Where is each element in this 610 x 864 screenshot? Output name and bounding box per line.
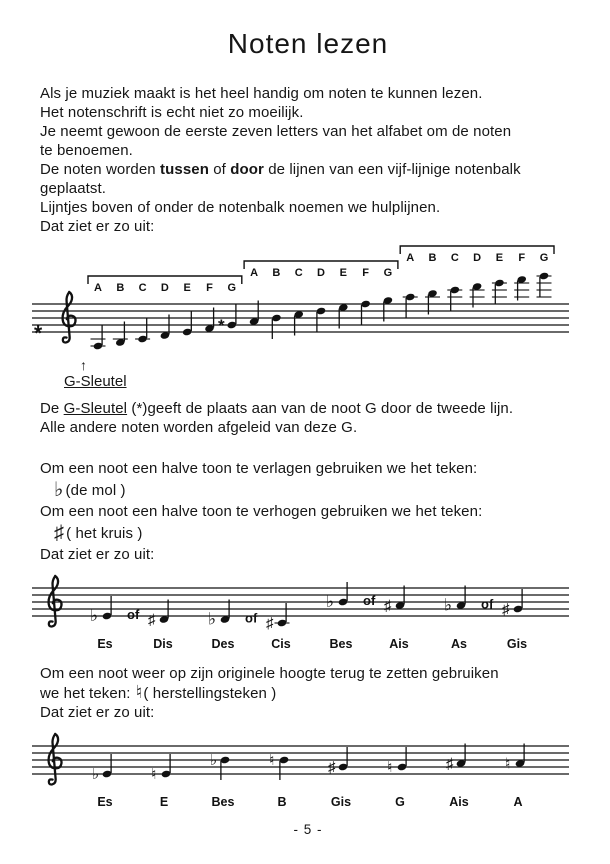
svg-text:E: E: [159, 795, 169, 809]
staff-svg: [32, 238, 569, 358]
up-arrow-icon: ↑: [80, 357, 87, 373]
gsleutel-caption: [64, 358, 576, 389]
svg-text:*: *: [218, 316, 225, 335]
text-segment: of: [208, 161, 231, 178]
text-line: Dat ziet er zo uit:: [40, 704, 155, 721]
svg-text:D: D: [473, 252, 482, 264]
text-segment: (*)geeft de plaats aan van de noot G door de tweede lijn.: [127, 400, 514, 417]
text-line: [40, 683, 576, 703]
text-segment: De noten worden: [40, 161, 161, 178]
text-line: Dat ziet er zo uit:: [40, 218, 155, 235]
text-line: [40, 160, 576, 179]
text-line: te benoemen.: [40, 142, 133, 159]
text-line: Het notenschrift is echt niet zo moeilijk.: [40, 104, 304, 121]
svg-text:G: G: [383, 267, 393, 279]
svg-text:C: C: [294, 267, 303, 279]
svg-text:♯: ♯: [328, 759, 336, 776]
text-line: Om een noot een halve toon te verlagen gebruiken we het teken:: [40, 460, 478, 477]
svg-text:A: A: [94, 282, 102, 294]
svg-text:B: B: [428, 252, 437, 264]
svg-text:E: E: [183, 282, 191, 294]
svg-text:A: A: [513, 795, 523, 809]
text-line: Dat ziet er zo uit:: [40, 546, 155, 563]
svg-text:B: B: [116, 282, 125, 294]
staff3-naturals-figure: [32, 728, 576, 814]
intro-paragraph: [40, 84, 576, 236]
sharp-symbol: ♯: [54, 522, 65, 544]
svg-text:of: of: [481, 596, 494, 612]
svg-text:♮: ♮: [505, 755, 511, 773]
svg-text:E: E: [339, 267, 347, 279]
svg-text:Ais: Ais: [449, 795, 469, 809]
svg-text:C: C: [450, 252, 459, 264]
svg-text:Dis: Dis: [153, 637, 173, 651]
svg-text:of: of: [245, 610, 258, 626]
svg-text:♭: ♭: [92, 766, 100, 783]
svg-text:♮: ♮: [151, 766, 157, 783]
svg-text:D: D: [317, 267, 325, 279]
kruis-line: [40, 521, 576, 545]
svg-text:of: of: [363, 593, 376, 608]
svg-text:G: G: [227, 282, 237, 294]
svg-text:Bes: Bes: [329, 637, 353, 651]
staff-svg: [32, 728, 569, 814]
text-line: Lijntjes boven of onder de notenbalk noemen we hulplijnen.: [40, 199, 441, 216]
svg-text:Cis: Cis: [271, 637, 291, 651]
bold-word-door: door: [230, 161, 264, 178]
svg-text:Gis: Gis: [506, 637, 528, 651]
accidentals-section: [40, 459, 576, 564]
svg-text:A: A: [406, 252, 415, 264]
text-segment: we het teken:: [40, 685, 135, 702]
svg-text:F: F: [362, 267, 369, 279]
svg-text:E: E: [495, 252, 504, 264]
staff2-enharmonics-figure: [32, 570, 576, 656]
text-line: Als je muziek maakt is het heel handig om noten te kunnen lezen.: [40, 85, 483, 102]
text-segment: De: [40, 400, 64, 417]
svg-text:G: G: [395, 795, 405, 809]
svg-text:G: G: [539, 252, 549, 264]
svg-text:B: B: [277, 795, 287, 809]
svg-text:♭: ♭: [326, 592, 335, 611]
text-segment: de lijnen van een vijf-lijnige notenbalk: [263, 161, 521, 178]
staff1-note-scale-figure: [32, 238, 576, 358]
svg-text:♯: ♯: [266, 615, 274, 632]
text-line: geplaatst.: [40, 180, 107, 197]
svg-text:♯: ♯: [148, 611, 156, 629]
svg-text:♯: ♯: [384, 597, 392, 615]
text-line: [40, 399, 576, 418]
svg-text:♮: ♮: [387, 759, 393, 776]
mol-line: [40, 478, 576, 502]
svg-text:of: of: [127, 607, 140, 622]
svg-text:C: C: [138, 282, 147, 294]
gsleutel-term: G-Sleutel: [63, 400, 128, 417]
svg-text:D: D: [160, 282, 169, 294]
staff-svg: [32, 570, 569, 656]
svg-text:Bes: Bes: [211, 795, 235, 809]
svg-text:F: F: [206, 282, 213, 294]
svg-text:♭: ♭: [90, 606, 99, 625]
svg-text:As: As: [451, 637, 467, 651]
svg-text:♭: ♭: [444, 595, 453, 615]
kruis-label: ( het kruis ): [66, 524, 143, 542]
natural-section: [40, 664, 576, 722]
svg-text:♯: ♯: [502, 601, 510, 618]
svg-text:♯: ♯: [446, 755, 454, 773]
natural-symbol: ♮: [135, 682, 143, 702]
text-line: Je neemt gewoon de eerste zeven letters van het alfabet om de noten: [40, 123, 512, 140]
page-title: Noten lezen: [227, 28, 389, 59]
flat-symbol: ♭: [54, 479, 64, 501]
svg-text:Es: Es: [97, 795, 113, 809]
svg-text:Des: Des: [211, 637, 235, 651]
text-line: Alle andere noten worden afgeleid van deze G.: [40, 419, 358, 436]
svg-text:♭: ♭: [210, 752, 218, 769]
text-line: Om een noot een halve toon te verhogen gebruiken we het teken:: [40, 503, 483, 520]
svg-text:♮: ♮: [269, 752, 275, 769]
svg-text:B: B: [272, 267, 281, 279]
svg-text:Ais: Ais: [389, 637, 409, 651]
svg-text:Es: Es: [97, 637, 113, 651]
svg-text:♭: ♭: [208, 609, 217, 629]
gsleutel-paragraph: [40, 399, 576, 437]
gsleutel-label: G-Sleutel: [64, 373, 127, 390]
svg-text:Gis: Gis: [330, 795, 352, 809]
bold-word-tussen: tussen: [160, 161, 209, 178]
svg-text:A: A: [250, 267, 259, 279]
natural-label: ( herstellingsteken ): [143, 685, 277, 702]
svg-text:F: F: [518, 252, 526, 264]
text-line: Om een noot weer op zijn originele hoogte terug te zetten gebruiken: [40, 665, 499, 682]
page-number: - 5 -: [293, 822, 323, 837]
mol-label: (de mol ): [65, 481, 126, 499]
svg-text:*: *: [34, 322, 43, 345]
